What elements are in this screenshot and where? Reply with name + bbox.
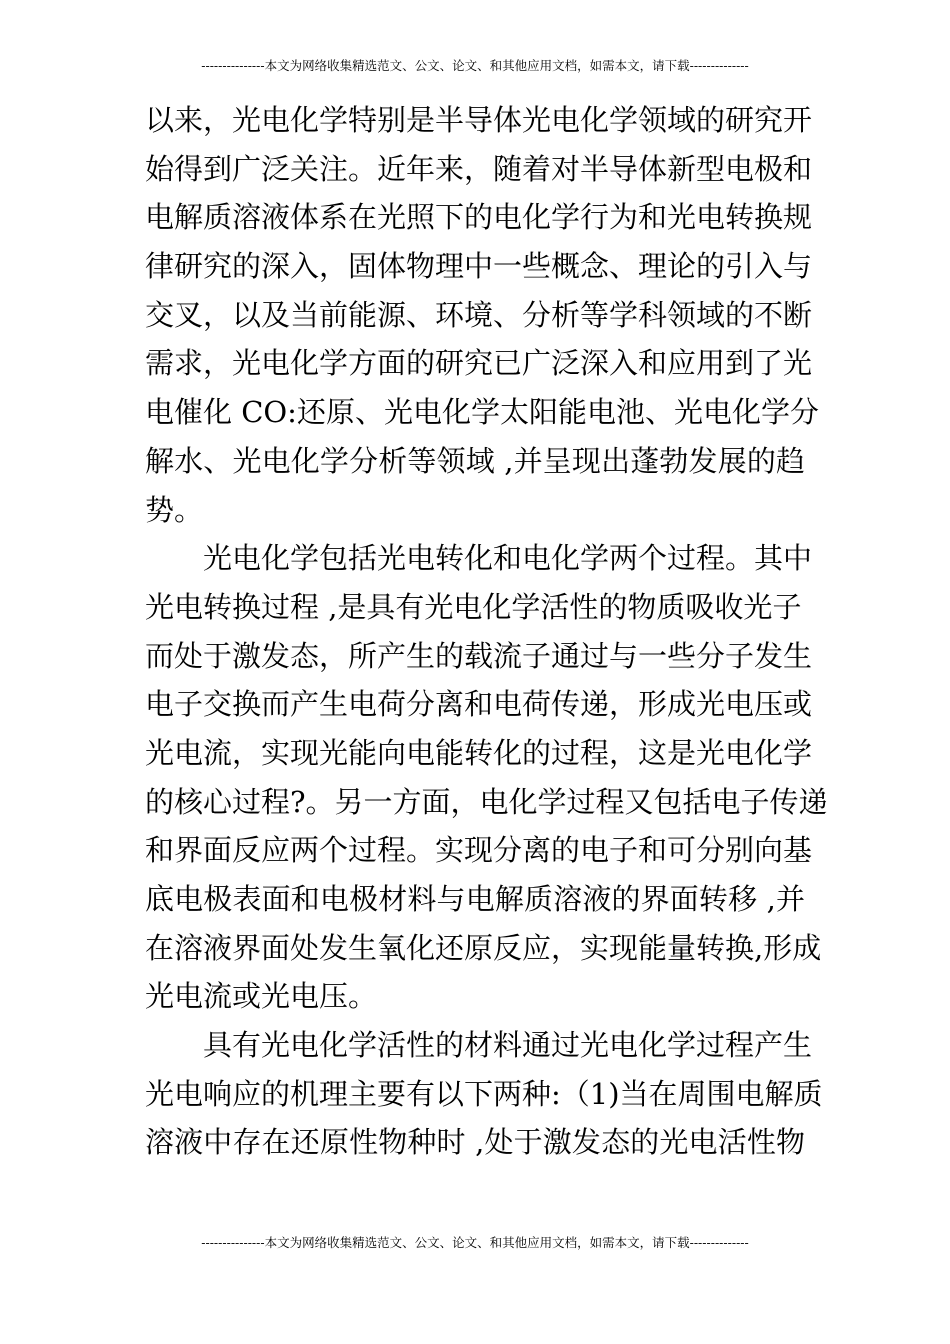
text-line: 光电转换过程 ,是具有光电化学活性的物质吸收光子 (145, 589, 802, 624)
text-line: 始得到广泛关注。近年来，随着对半导体新型电极和 (145, 151, 813, 186)
text-line: 以来，光电化学特别是半导体光电化学领域的研究开 (145, 103, 813, 137)
text-line: 电子交换而产生电荷分离和电荷传递，形成光电压或 (145, 687, 813, 722)
text-line: 在溶液界面处发生氧化还原反应，实现能量转换,形成 (145, 930, 822, 965)
text-line: 而处于激发态，所产生的载流子通过与一些分子发生 (145, 638, 813, 673)
text-line: 电解质溶液体系在光照下的电化学行为和光电转换规 (145, 200, 813, 235)
text-line: 解水、光电化学分析等领域 ,并呈现出蓬勃发展的趋 (145, 443, 805, 478)
text-line: 光电化学包括光电转化和电化学两个过程。其中 (203, 541, 813, 576)
text-line: 光电流，实现光能向电能转化的过程，这是光电化学 (145, 735, 813, 770)
paragraph-3 (145, 1021, 823, 1167)
text-line: 电催化 CO:还原、光电化学太阳能电池、光电化学分 (145, 395, 819, 430)
text-line: 的核心过程?。另一方面，电化学过程又包括电子传递 (145, 784, 828, 819)
paragraph-2 (145, 534, 828, 1021)
text-line: 溶液中存在还原性物种时 ,处于激发态的光电活性物 (145, 1125, 805, 1160)
text-line: 势。 (145, 492, 204, 527)
text-line: 律研究的深入，固体物理中一些概念、理论的引入与 (145, 249, 813, 284)
text-line: 和界面反应两个过程。实现分离的电子和可分别向基 (145, 833, 813, 868)
document-body (145, 96, 828, 1167)
text-line: 需求，光电化学方面的研究已广泛深入和应用到了光 (145, 346, 813, 381)
text-line: 具有光电化学活性的材料通过光电化学过程产生 (203, 1028, 813, 1063)
text-line: 底电极表面和电极材料与电解质溶液的界面转移 ,并 (145, 882, 805, 916)
page-footer-notice: ---------------本文为网络收集精选范文、公文、论文、和其他应用文档，如需本文，请下载-------------- (201, 1235, 749, 1250)
text-line: 光电流或光电压。 (145, 979, 378, 1014)
text-line: 光电响应的机理主要有以下两种:（1)当在周围电解质 (145, 1076, 823, 1111)
text-line: 交叉，以及当前能源、环境、分析等学科领域的不断 (145, 297, 813, 332)
page-header-notice: ---------------本文为网络收集精选范文、公文、论文、和其他应用文档，如需本文，请下载-------------- (201, 58, 749, 73)
paragraph-1 (145, 96, 819, 534)
